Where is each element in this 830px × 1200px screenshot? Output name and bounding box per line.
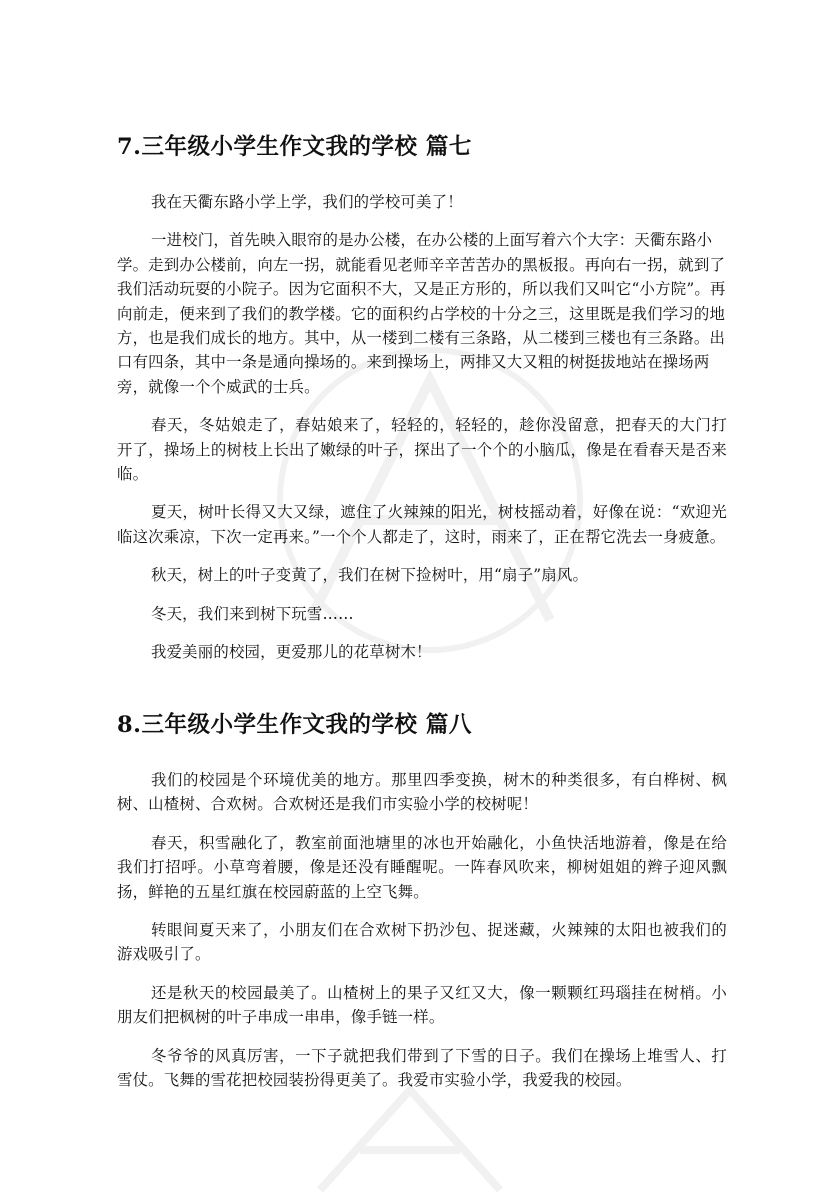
paragraph: 我们的校园是个环境优美的地方。那里四季变换，树木的种类很多，有白桦树、枫树、山楂树、合欢树。合欢树还是我们市实验小学的校树呢！ (117, 771, 727, 814)
paragraph: 一进校门，首先映入眼帘的是办公楼，在办公楼的上面写着六个大字：天衢东路小学。走到办公楼前，向左一拐，就能看见老师辛辛苦苦办的黑板报。再向右一拐，就到了我们活动玩耍的小院子。因为它面积不大，又是正方形的，所以我们又叫它“小方院”。再向前走，便来到了我们的教学楼。它的面积约占学校的十分之三，这里既是我们学习的地方，也是我们成长的地方。其中，从一楼到二楼有三条路，从二楼到三楼也有三条路。出口有四条，其中一条是通向操场的。来到操场上，两排又大又粗的树挺拔地站在操场两旁，就像一个个威武的士兵。 (117, 231, 726, 396)
essay-title-8: 8.三年级小学生作文我的学校 篇八 (117, 712, 472, 738)
paragraph: 我爱美丽的校园，更爱那儿的花草树木！ (151, 643, 432, 662)
essay-title-7: 7.三年级小学生作文我的学校 篇七 (117, 134, 472, 160)
paragraph: 冬爷爷的风真厉害，一下子就把我们带到了下雪的日子。我们在操场上堆雪人、打雪仗。飞舞的雪花把校园装扮得更美了。我爱市实验小学，我爱我的校园。 (117, 1046, 727, 1090)
paragraph: 春天，冬姑娘走了，春姑娘来了，轻轻的，轻轻的，趁你没留意，把春天的大门打开了，操场上的树枝上长出了嫩绿的叶子，探出了一个个的小脑瓜，像是在看春天是否来临。 (117, 416, 727, 484)
essay-section-8 (117, 708, 727, 1106)
paragraph: 春天，积雪融化了，教室前面池塘里的冰也开始融化，小鱼快活地游着，像是在给我们打招呼。小草弯着腰，像是还没有睡醒呢。一阵春风吹来，柳树姐姐的辫子迎风飘扬，鲜艳的五星红旗在校园蔚蓝的上空飞舞。 (117, 833, 727, 901)
paragraph: 我在天衢东路小学上学，我们的学校可美了！ (151, 193, 463, 211)
paragraph: 夏天，树叶长得又大又绿，遮住了火辣辣的阳光，树枝摇动着，好像在说：“欢迎光临这次乘凉，下次一定再来。”一个个人都走了，这时，雨来了，正在帮它洗去一身疲惫。 (117, 503, 727, 546)
paragraph: 冬天，我们来到树下玩雪…… (151, 604, 354, 623)
paragraph: 转眼间夏天来了，小朋友们在合欢树下扔沙包、捉迷藏，火辣辣的太阳也被我们的游戏吸引了。 (117, 921, 727, 964)
paragraph: 还是秋天的校园最美了。山楂树上的果子又红又大，像一颗颗红玛瑙挂在树梢。小朋友们把枫树的叶子串成一串串，像手链一样。 (117, 983, 727, 1027)
paragraph: 秋天，树上的叶子变黄了，我们在树下捡树叶，用“扇子”扇风。 (151, 566, 589, 585)
essay-section-7 (117, 130, 727, 679)
